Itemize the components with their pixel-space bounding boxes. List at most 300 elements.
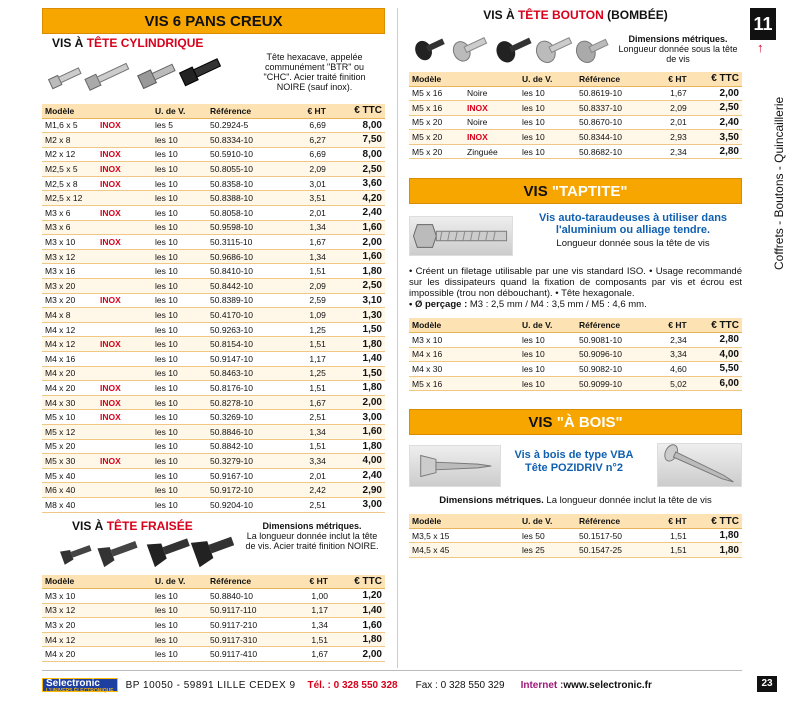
footer-fax: Fax : 0 328 550 329 (415, 679, 505, 691)
bois-title-b: "À BOIS" (556, 414, 623, 432)
subhead-prefix: VIS À (72, 518, 107, 533)
cell-ht: 2,01 (288, 468, 329, 483)
cell-ttc: 2,00 (331, 647, 385, 662)
cell-modele: M3 x 10 (42, 589, 152, 604)
cell-ttc: 2,50 (329, 279, 385, 294)
table-taptite (409, 318, 742, 391)
cell-variant (97, 468, 152, 483)
cell-modele: M4 x 16 (42, 352, 97, 367)
cell-ht: 1,67 (292, 647, 331, 662)
header-modele: Modèle (42, 104, 97, 118)
cell-reference: 50.9117-410 (207, 647, 292, 662)
cell-reference: 50.9172-10 (207, 483, 288, 498)
cell-variant: INOX (97, 147, 152, 162)
cell-reference: 50.8388-10 (207, 191, 288, 206)
cell-unite: les 25 (519, 543, 576, 558)
table-row (42, 337, 385, 352)
cell-modele: M3 x 10 (409, 332, 519, 347)
footer-telephone: Tél. : 0 328 550 328 (307, 679, 398, 691)
cell-modele: M4 x 12 (42, 322, 97, 337)
cell-ttc: 1,60 (329, 220, 385, 235)
cell-ttc: 1,80 (329, 337, 385, 352)
header-modele: Modèle (409, 318, 519, 332)
cell-ht: 2,01 (652, 115, 690, 130)
taptite-sub-line: Longueur donnée sous la tête de vis (556, 238, 710, 250)
table-header-row (409, 72, 742, 86)
cell-variant: INOX (97, 118, 152, 133)
cell-ht: 1,51 (652, 528, 690, 543)
cell-unite: les 10 (519, 347, 576, 362)
cell-ht: 1,51 (288, 337, 329, 352)
cell-ht: 3,01 (288, 176, 329, 191)
table-row (42, 603, 385, 618)
table-row (42, 249, 385, 264)
cell-ht: 2,51 (288, 497, 329, 512)
table-row (409, 130, 742, 145)
cell-ht: 2,34 (652, 332, 690, 347)
cell-modele: M4 x 20 (42, 381, 97, 396)
header-reference: Référence (576, 318, 652, 332)
cylinder-screws-illustration (42, 50, 222, 102)
cell-ht: 1,25 (288, 366, 329, 381)
cell-unite: les 10 (152, 632, 207, 647)
header-modele: Modèle (42, 575, 152, 589)
cell-unite: les 10 (152, 589, 207, 604)
cell-reference: 50.8055-10 (207, 162, 288, 177)
cell-unite: les 10 (152, 647, 207, 662)
cell-reference: 50.9204-10 (207, 497, 288, 512)
cell-ttc: 1,80 (329, 264, 385, 279)
cell-reference: 50.8154-10 (207, 337, 288, 352)
cell-variant: INOX (97, 337, 152, 352)
button-head-screws-illustration (409, 26, 609, 70)
cell-ttc: 1,60 (331, 618, 385, 633)
bois-blue-line-2: Tête POZIDRIV n°2 (525, 462, 623, 475)
page-number: 23 (757, 676, 777, 692)
cell-modele: M3 x 10 (42, 235, 97, 250)
cell-reference: 50.8410-10 (207, 264, 288, 279)
table-row (42, 293, 385, 308)
cell-unite: les 10 (152, 293, 207, 308)
cell-modele: M2,5 x 12 (42, 191, 97, 206)
cell-unite: les 10 (152, 395, 207, 410)
cell-ttc: 4,00 (329, 454, 385, 469)
header-reference: Référence (576, 72, 652, 86)
table-cylindrique (42, 104, 385, 513)
cell-ttc: 1,40 (331, 603, 385, 618)
cell-reference: 50.2924-5 (207, 118, 288, 133)
bois-description (409, 495, 742, 506)
cell-modele: M3 x 12 (42, 603, 152, 618)
header-blank (464, 72, 519, 86)
cell-ht: 1,17 (292, 603, 331, 618)
cell-reference: 50.3269-10 (207, 410, 288, 425)
fraisee-description (242, 521, 382, 551)
cell-variant: INOX (97, 381, 152, 396)
cell-ttc: 1,80 (331, 632, 385, 647)
cell-modele: M3,5 x 15 (409, 528, 519, 543)
cell-unite: les 10 (152, 176, 207, 191)
cell-ttc: 2,00 (329, 235, 385, 250)
cell-variant: INOX (97, 235, 152, 250)
table-row (42, 206, 385, 221)
cell-ht: 1,00 (292, 589, 331, 604)
subhead-cylindrique (52, 36, 385, 50)
cell-ht: 2,59 (288, 293, 329, 308)
cell-ht: 3,51 (288, 191, 329, 206)
cell-variant: Noire (464, 115, 519, 130)
table-row (42, 176, 385, 191)
cell-modele: M3 x 12 (42, 249, 97, 264)
cell-modele: M2 x 12 (42, 147, 97, 162)
cell-reference: 50.8176-10 (207, 381, 288, 396)
cell-ttc: 2,40 (690, 115, 742, 130)
cell-unite: les 5 (152, 118, 207, 133)
cell-ht: 5,02 (652, 376, 690, 391)
cell-unite: les 10 (519, 101, 576, 116)
cell-variant (97, 133, 152, 148)
cell-unite: les 10 (152, 249, 207, 264)
taptite-screw-illustration (409, 216, 513, 256)
table-row (42, 439, 385, 454)
cell-variant (97, 439, 152, 454)
cell-reference: 50.8619-10 (576, 86, 652, 101)
cell-unite: les 10 (152, 381, 207, 396)
table-row (42, 279, 385, 294)
flat-screws-illustration (54, 531, 234, 573)
cell-unite: les 10 (152, 220, 207, 235)
cell-ttc: 1,80 (690, 543, 742, 558)
cell-ht: 1,25 (288, 322, 329, 337)
logo-text: Selectronic (46, 678, 100, 689)
cell-variant (97, 483, 152, 498)
cell-ht: 6,69 (288, 118, 329, 133)
section-title-bois (409, 409, 742, 435)
cell-modele: M3 x 20 (42, 618, 152, 633)
cell-modele: M2,5 x 5 (42, 162, 97, 177)
arrow-up-icon: ↑ (757, 40, 764, 55)
table-row (42, 118, 385, 133)
cell-ht: 1,67 (288, 235, 329, 250)
cell-reference: 50.9096-10 (576, 347, 652, 362)
table-row (42, 322, 385, 337)
fraisee-desc-text: La longueur donnée inclut la tête de vis. Acier traité finition NOIRE. (245, 530, 379, 551)
bouton-suffix: (BOMBÉE) (603, 8, 668, 22)
table-row (42, 147, 385, 162)
left-column (42, 8, 385, 662)
subhead-highlight: TÊTE FRAISÉE (106, 518, 193, 533)
cell-ttc: 7,50 (329, 133, 385, 148)
cell-modele: M5 x 12 (42, 424, 97, 439)
table-row (42, 468, 385, 483)
cell-ttc: 1,50 (329, 366, 385, 381)
cell-modele: M8 x 40 (42, 497, 97, 512)
header-reference: Référence (207, 575, 292, 589)
cell-unite: les 10 (152, 191, 207, 206)
footer (42, 676, 742, 694)
table-row (42, 220, 385, 235)
table-row (42, 308, 385, 323)
table-row (409, 86, 742, 101)
cell-modele: M2 x 8 (42, 133, 97, 148)
cell-unite: les 10 (152, 603, 207, 618)
cell-ttc: 1,80 (329, 439, 385, 454)
footer-address: BP 10050 - 59891 LILLE CEDEX 9 (125, 679, 296, 691)
wood-screw-long-illustration (657, 443, 742, 487)
cell-reference: 50.1547-25 (576, 543, 652, 558)
cell-variant (97, 264, 152, 279)
header-ht: € HT (292, 575, 331, 589)
header-ttc: € TTC (690, 72, 742, 86)
cell-variant: Zinguée (464, 144, 519, 159)
table-row (409, 332, 742, 347)
table-row (42, 589, 385, 604)
cell-ht: 1,34 (288, 424, 329, 439)
cell-variant (97, 308, 152, 323)
table-row (42, 497, 385, 512)
footer-website-link[interactable]: www.selectronic.fr (563, 679, 652, 691)
cell-ht: 2,01 (288, 206, 329, 221)
cell-unite: les 10 (152, 162, 207, 177)
cell-modele: M4 x 8 (42, 308, 97, 323)
cell-ht: 2,42 (288, 483, 329, 498)
table-header-row (409, 318, 742, 332)
cell-variant (97, 220, 152, 235)
cell-ttc: 2,00 (690, 86, 742, 101)
cell-variant: Noire (464, 86, 519, 101)
table-row (42, 352, 385, 367)
cell-unite: les 10 (152, 308, 207, 323)
cell-ht: 3,34 (288, 454, 329, 469)
header-modele: Modèle (409, 514, 519, 528)
table-row (42, 647, 385, 662)
taptite-blue-line: Vis auto-taraudeuses à utiliser dans l'aluminium ou alliage tendre. (538, 212, 728, 237)
cell-variant (97, 279, 152, 294)
taptite-title-a: VIS (523, 183, 552, 201)
intro-taptite (409, 212, 742, 264)
header-reference: Référence (207, 104, 288, 118)
cell-ttc: 2,90 (329, 483, 385, 498)
cell-reference: 50.5910-10 (207, 147, 288, 162)
bouton-description (614, 34, 742, 64)
cell-ht: 1,09 (288, 308, 329, 323)
cell-modele: M3 x 6 (42, 206, 97, 221)
cell-variant: INOX (97, 162, 152, 177)
table-row (409, 528, 742, 543)
cell-unite: les 10 (519, 115, 576, 130)
cell-unite: les 10 (152, 279, 207, 294)
bois-blue-line-1: Vis à bois de type VBA (514, 449, 634, 462)
cell-unite: les 50 (519, 528, 576, 543)
cell-reference: 50.9117-310 (207, 632, 292, 647)
header-ht: € HT (652, 514, 690, 528)
cell-unite: les 10 (519, 376, 576, 391)
cell-ht: 1,34 (288, 249, 329, 264)
table-row (42, 366, 385, 381)
cell-unite: les 10 (152, 483, 207, 498)
cell-unite: les 10 (152, 468, 207, 483)
cell-modele: M5 x 20 (409, 115, 464, 130)
column-divider (397, 8, 398, 668)
cell-unite: les 10 (152, 454, 207, 469)
table-fraisee (42, 575, 385, 662)
cell-reference: 50.9117-110 (207, 603, 292, 618)
cell-reference: 50.4170-10 (207, 308, 288, 323)
cell-ttc: 4,00 (690, 347, 742, 362)
cell-modele: M5 x 20 (409, 144, 464, 159)
table-row (42, 395, 385, 410)
cell-ttc: 1,20 (331, 589, 385, 604)
header-ht: € HT (288, 104, 329, 118)
cell-variant (97, 366, 152, 381)
cell-ttc: 1,80 (690, 528, 742, 543)
cell-modele: M3 x 20 (42, 279, 97, 294)
cell-ttc: 3,00 (329, 410, 385, 425)
cell-reference: 50.1517-50 (576, 528, 652, 543)
header-ht: € HT (652, 72, 690, 86)
chapter-tab: 11 (750, 8, 776, 40)
logo-subtext: L'UNIVERS ÉLECTRONIQUE (46, 688, 114, 694)
cell-ht: 1,67 (652, 86, 690, 101)
header-unite: U. de V. (519, 318, 576, 332)
table-row (42, 133, 385, 148)
cell-reference: 50.8442-10 (207, 279, 288, 294)
taptite-para-text: • Créent un filetage utilisable par une vis standard ISO. • Usage recommandé sur les dissipateurs quand la fixation de composants par vis et écrou est impossible (trou non débouchant). • Tête hexagonale. (409, 266, 742, 300)
section-title-vis6: VIS 6 PANS CREUX (42, 8, 385, 34)
table-row (409, 144, 742, 159)
header-unite: U. de V. (152, 575, 207, 589)
cell-ttc: 5,50 (690, 362, 742, 377)
cell-unite: les 10 (152, 424, 207, 439)
cell-ttc: 2,80 (690, 332, 742, 347)
cell-ht: 2,34 (652, 144, 690, 159)
cell-ttc: 1,50 (329, 322, 385, 337)
cell-variant: INOX (464, 130, 519, 145)
cell-unite: les 10 (519, 86, 576, 101)
cell-modele: M5 x 40 (42, 468, 97, 483)
cell-modele: M4 x 30 (409, 362, 519, 377)
header-reference: Référence (576, 514, 652, 528)
cell-reference: 50.9099-10 (576, 376, 652, 391)
bouton-desc-text: Longueur donnée sous la tête de vis (618, 44, 738, 64)
cell-modele: M4 x 16 (409, 347, 519, 362)
table-header-row (42, 575, 385, 589)
cell-ttc: 1,80 (329, 381, 385, 396)
cell-unite: les 10 (152, 322, 207, 337)
table-row (42, 483, 385, 498)
header-ttc: € TTC (690, 318, 742, 332)
subhead-prefix: VIS À (52, 36, 87, 50)
table-row (42, 264, 385, 279)
cell-ttc: 6,00 (690, 376, 742, 391)
bois-title-a: VIS (528, 414, 557, 432)
cell-reference: 50.8840-10 (207, 589, 292, 604)
cell-reference: 50.8463-10 (207, 366, 288, 381)
bouton-desc-bold: Dimensions métriques. (628, 34, 728, 44)
cell-ht: 2,93 (652, 130, 690, 145)
cell-reference: 50.9167-10 (207, 468, 288, 483)
cell-ttc: 8,00 (329, 147, 385, 162)
wood-screw-short-illustration (409, 445, 501, 487)
table-row (409, 347, 742, 362)
table-row (42, 454, 385, 469)
cell-unite: les 10 (519, 144, 576, 159)
intro-bouton (409, 24, 742, 72)
cell-ht: 1,34 (288, 220, 329, 235)
cell-ttc: 2,80 (690, 144, 742, 159)
cell-reference: 50.9081-10 (576, 332, 652, 347)
cell-reference: 50.8842-10 (207, 439, 288, 454)
cell-ht: 2,09 (288, 279, 329, 294)
table-bouton (409, 72, 742, 159)
cell-variant: INOX (97, 454, 152, 469)
cell-variant: INOX (97, 410, 152, 425)
cell-unite: les 10 (152, 133, 207, 148)
section-title-bouton (409, 8, 742, 24)
cell-modele: M4 x 12 (42, 632, 152, 647)
cell-reference: 50.3115-10 (207, 235, 288, 250)
cell-ht: 1,51 (288, 439, 329, 454)
table-row (42, 424, 385, 439)
cell-ttc: 8,00 (329, 118, 385, 133)
cell-reference: 50.8389-10 (207, 293, 288, 308)
table-row (409, 376, 742, 391)
cell-ht: 6,27 (288, 133, 329, 148)
header-ttc: € TTC (690, 514, 742, 528)
cell-reference: 50.8846-10 (207, 424, 288, 439)
cell-unite: les 10 (152, 410, 207, 425)
cell-ttc: 1,30 (329, 308, 385, 323)
cell-modele: M5 x 30 (42, 454, 97, 469)
cell-reference: 50.9263-10 (207, 322, 288, 337)
table-row (409, 115, 742, 130)
cell-modele: M3 x 16 (42, 264, 97, 279)
cell-reference: 50.9082-10 (576, 362, 652, 377)
cell-modele: M5 x 16 (409, 376, 519, 391)
cell-modele: M5 x 10 (42, 410, 97, 425)
cell-ht: 2,51 (288, 410, 329, 425)
cell-ttc: 3,10 (329, 293, 385, 308)
cell-unite: les 10 (152, 206, 207, 221)
cell-ttc: 2,00 (329, 395, 385, 410)
cell-reference: 50.8682-10 (576, 144, 652, 159)
taptite-paragraph (409, 266, 742, 310)
selectronic-logo (42, 678, 118, 692)
cell-variant (97, 352, 152, 367)
cell-ttc: 2,50 (329, 162, 385, 177)
cell-ttc: 4,20 (329, 191, 385, 206)
cell-modele: M4 x 20 (42, 366, 97, 381)
cell-unite: les 10 (152, 439, 207, 454)
cell-unite: les 10 (152, 147, 207, 162)
table-row (42, 618, 385, 633)
cell-variant: INOX (97, 176, 152, 191)
cell-reference: 50.9147-10 (207, 352, 288, 367)
footer-rule (42, 670, 742, 671)
chapter-vertical-title: Coffrets - Boutons - Quincaillerie (772, 96, 786, 270)
cell-reference: 50.8358-10 (207, 176, 288, 191)
cell-reference: 50.8278-10 (207, 395, 288, 410)
cell-modele: M4 x 20 (42, 647, 152, 662)
cell-unite: les 10 (519, 130, 576, 145)
cell-ttc: 3,00 (329, 497, 385, 512)
cylindrique-description: Tête hexacave, appelée communément "BTR" ou "CHC". Acier traité finition NOIRE (sauf inox). (263, 52, 366, 92)
cell-ht: 2,09 (288, 162, 329, 177)
cell-reference: 50.9598-10 (207, 220, 288, 235)
fraisee-desc-bold: Dimensions métriques. (262, 520, 362, 531)
cell-modele: M5 x 20 (409, 130, 464, 145)
cell-unite: les 10 (152, 235, 207, 250)
